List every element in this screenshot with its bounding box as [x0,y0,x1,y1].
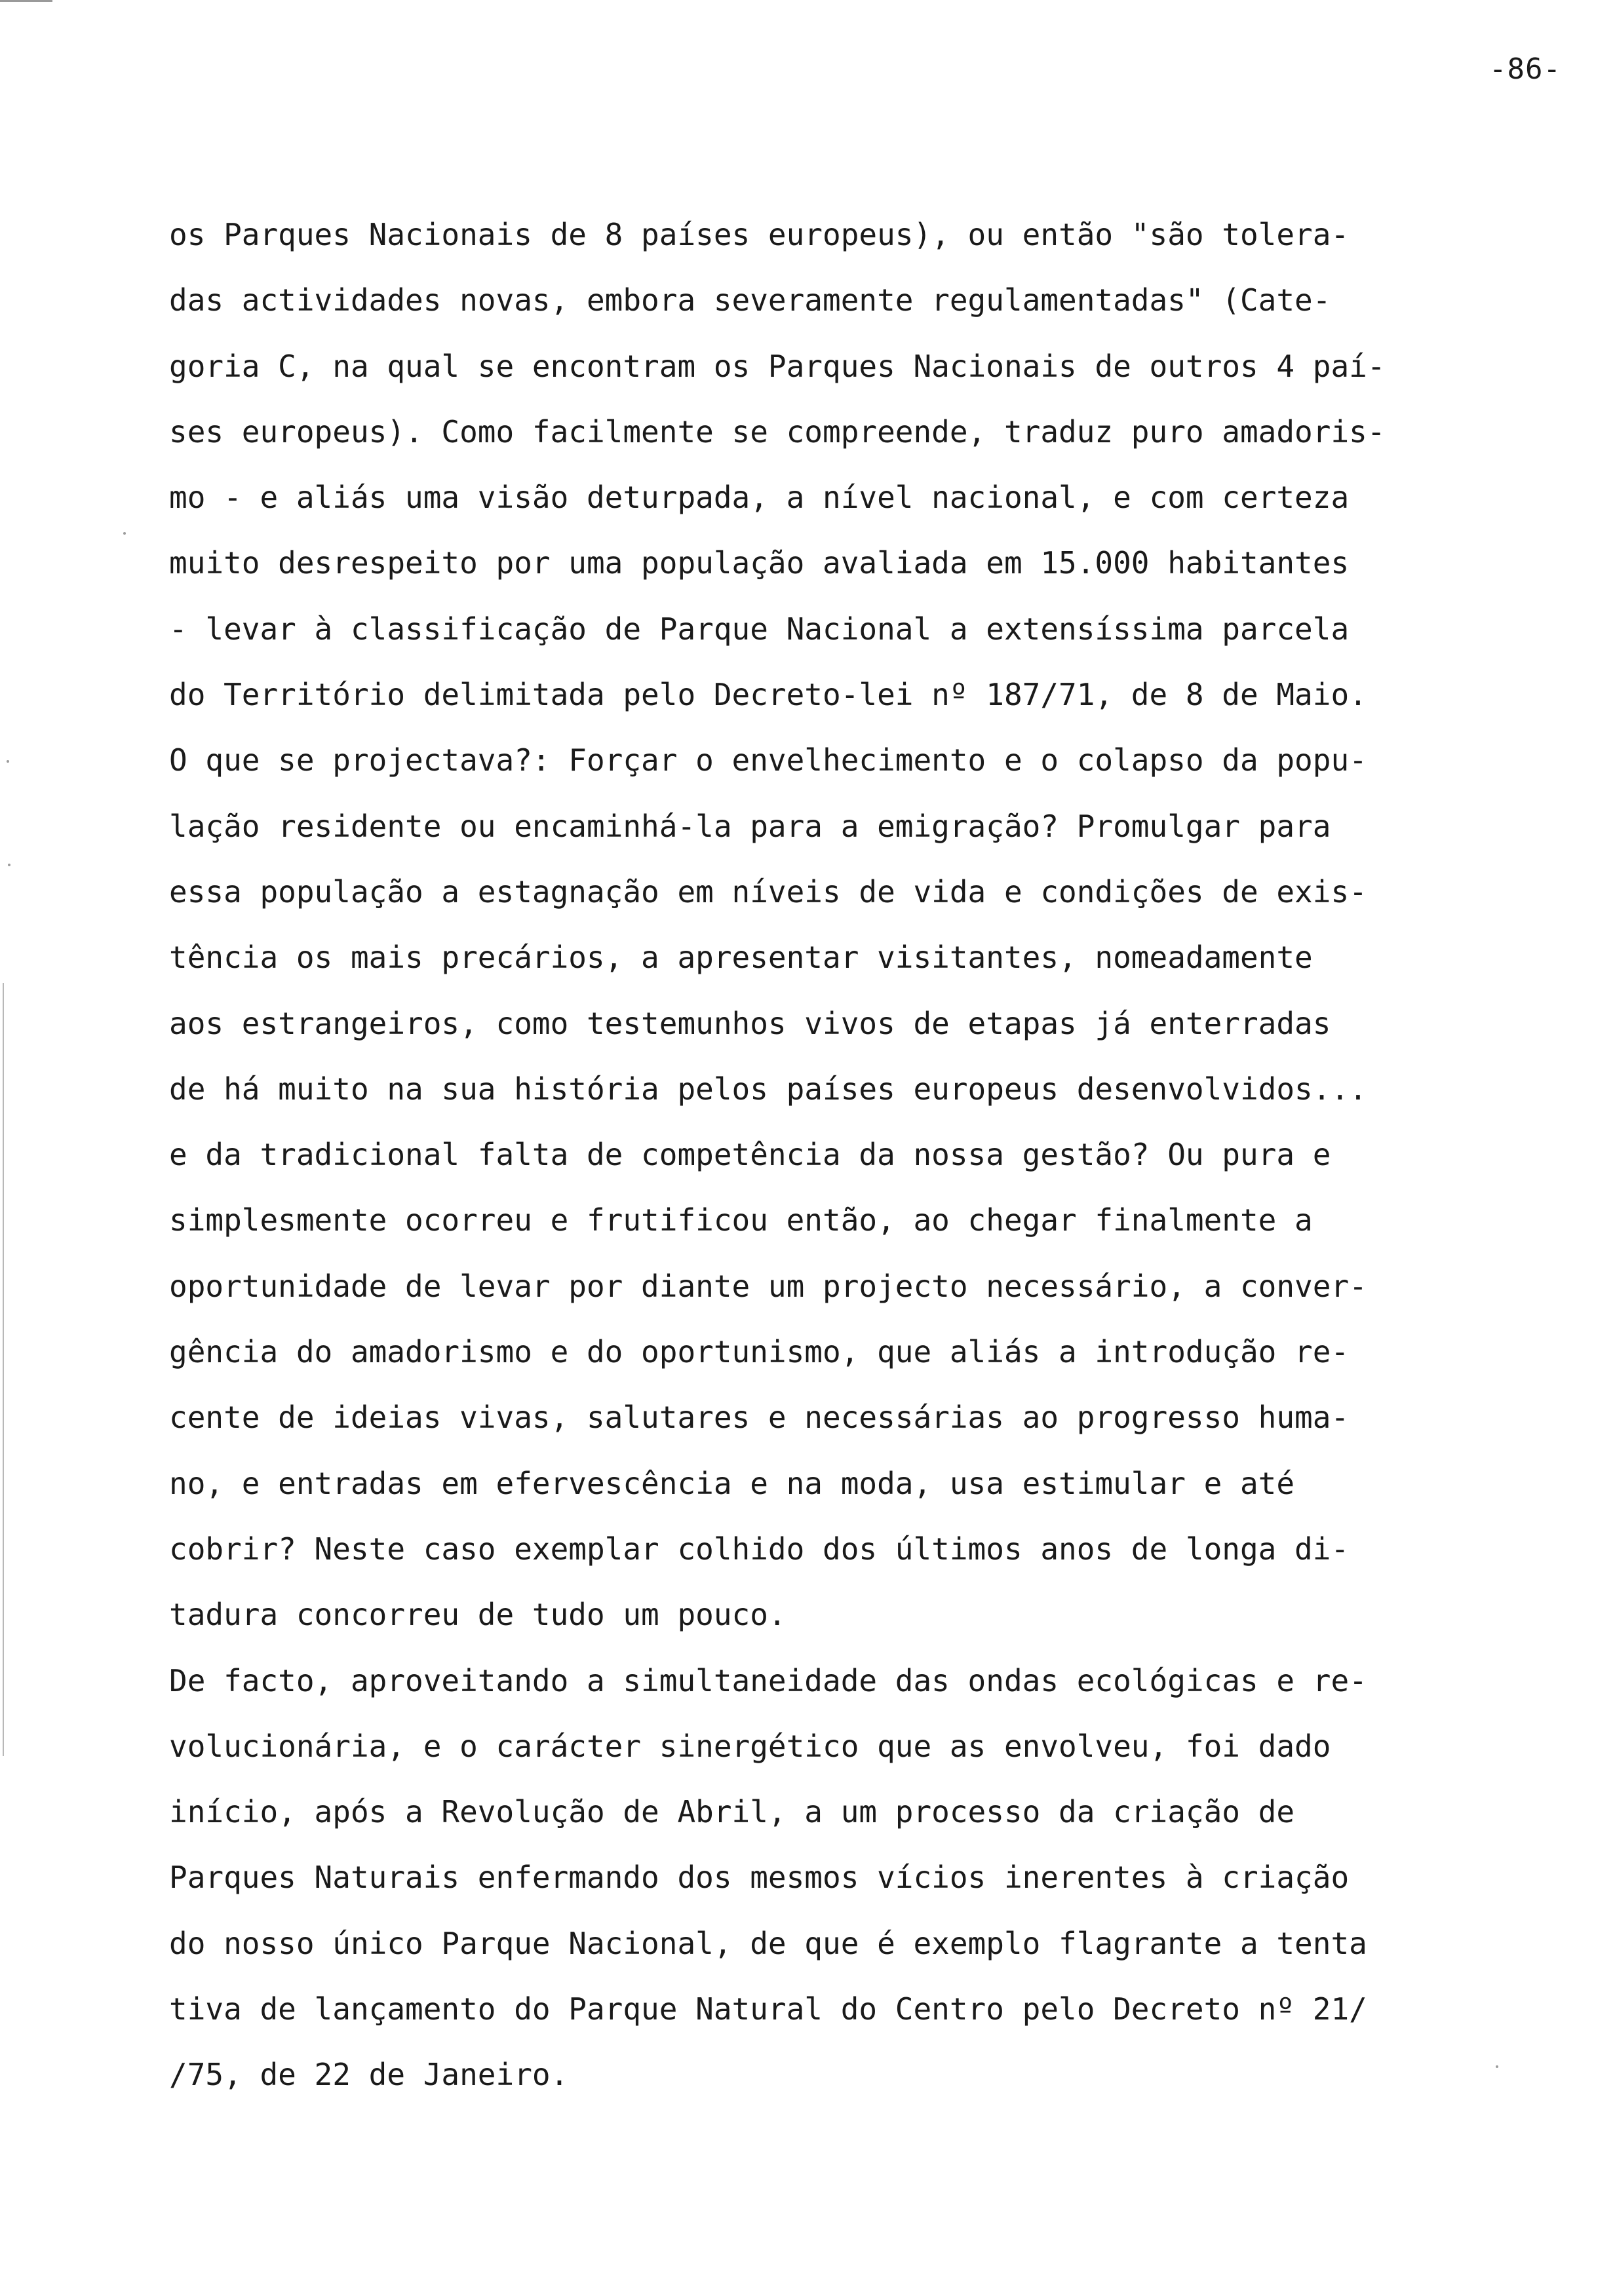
text-line: oportunidade de levar por diante um projecto necessário, a conver- [169,1268,1367,1304]
text-line: início, após a Revolução de Abril, a um processo da criação de [169,1794,1295,1830]
text-line: do Território delimitada pelo Decreto-lei nº 187/71, de 8 de Maio. [169,677,1367,713]
text-line: tiva de lançamento do Parque Natural do Centro pelo Decreto nº 21/ [169,1991,1367,2027]
page-number: -86- [1489,52,1561,86]
text-line: cobrir? Neste caso exemplar colhido dos últimos anos de longa di- [169,1531,1350,1567]
text-line: /75, de 22 de Janeiro. [169,2057,569,2093]
text-line: aos estrangeiros, como testemunhos vivos de etapas já enterradas [169,1005,1331,1041]
scan-margin-shadow [3,983,4,1756]
text-line: tência os mais precários, a apresentar visitantes, nomeadamente [169,940,1313,976]
scan-speck [8,864,10,866]
scan-speck [123,532,126,535]
text-line: gência do amadorismo e do oportunismo, que aliás a introdução re- [169,1334,1350,1370]
text-line: e da tradicional falta de competência da nossa gestão? Ou pura e [169,1137,1331,1173]
scan-edge-mark [0,0,52,2]
text-line: das actividades novas, embora severamente regulamentadas" (Cate- [169,282,1331,318]
text-line: - levar à classificação de Parque Nacional a extensíssima parcela [169,611,1350,647]
text-line: volucionária, e o carácter sinergético que as envolveu, foi dado [169,1728,1331,1764]
text-line: ses europeus). Como facilmente se compreende, traduz puro amadoris- [169,413,1386,450]
text-line: O que se projectava?: Forçar o envelhecimento e o colapso da popu- [169,742,1367,778]
scan-speck [7,760,9,763]
document-body [169,202,1480,2108]
text-line: tadura concorreu de tudo um pouco. [169,1597,787,1633]
text-line: goria C, na qual se encontram os Parques Nacionais de outros 4 paí- [169,348,1386,384]
text-line: de há muito na sua história pelos países europeus desenvolvidos... [169,1071,1367,1107]
text-line: lação residente ou encaminhá-la para a emigração? Promulgar para [169,808,1331,844]
text-line: os Parques Nacionais de 8 países europeus), ou então "são tolera- [169,217,1350,252]
text-line: De facto, aproveitando a simultaneidade das ondas ecológicas e re- [169,1662,1367,1698]
text-line: essa população a estagnação em níveis de vida e condições de exis- [169,873,1367,909]
text-line: do nosso único Parque Nacional, de que é exemplo flagrante a tenta [169,1925,1367,1961]
scan-speck [1496,2065,1498,2068]
text-line: muito desrespeito por uma população avaliada em 15.000 habitantes [169,545,1350,581]
text-line: no, e entradas em efervescência e na moda, usa estimular e até [169,1465,1295,1501]
text-line: cente de ideias vivas, salutares e necessárias ao progresso huma- [169,1400,1350,1436]
text-line: mo - e aliás uma visão deturpada, a nível nacional, e com certeza [169,480,1350,516]
text-line: simplesmente ocorreu e frutificou então, ao chegar finalmente a [169,1202,1313,1238]
text-line: Parques Naturais enfermando dos mesmos vícios inerentes à criação [169,1860,1350,1896]
